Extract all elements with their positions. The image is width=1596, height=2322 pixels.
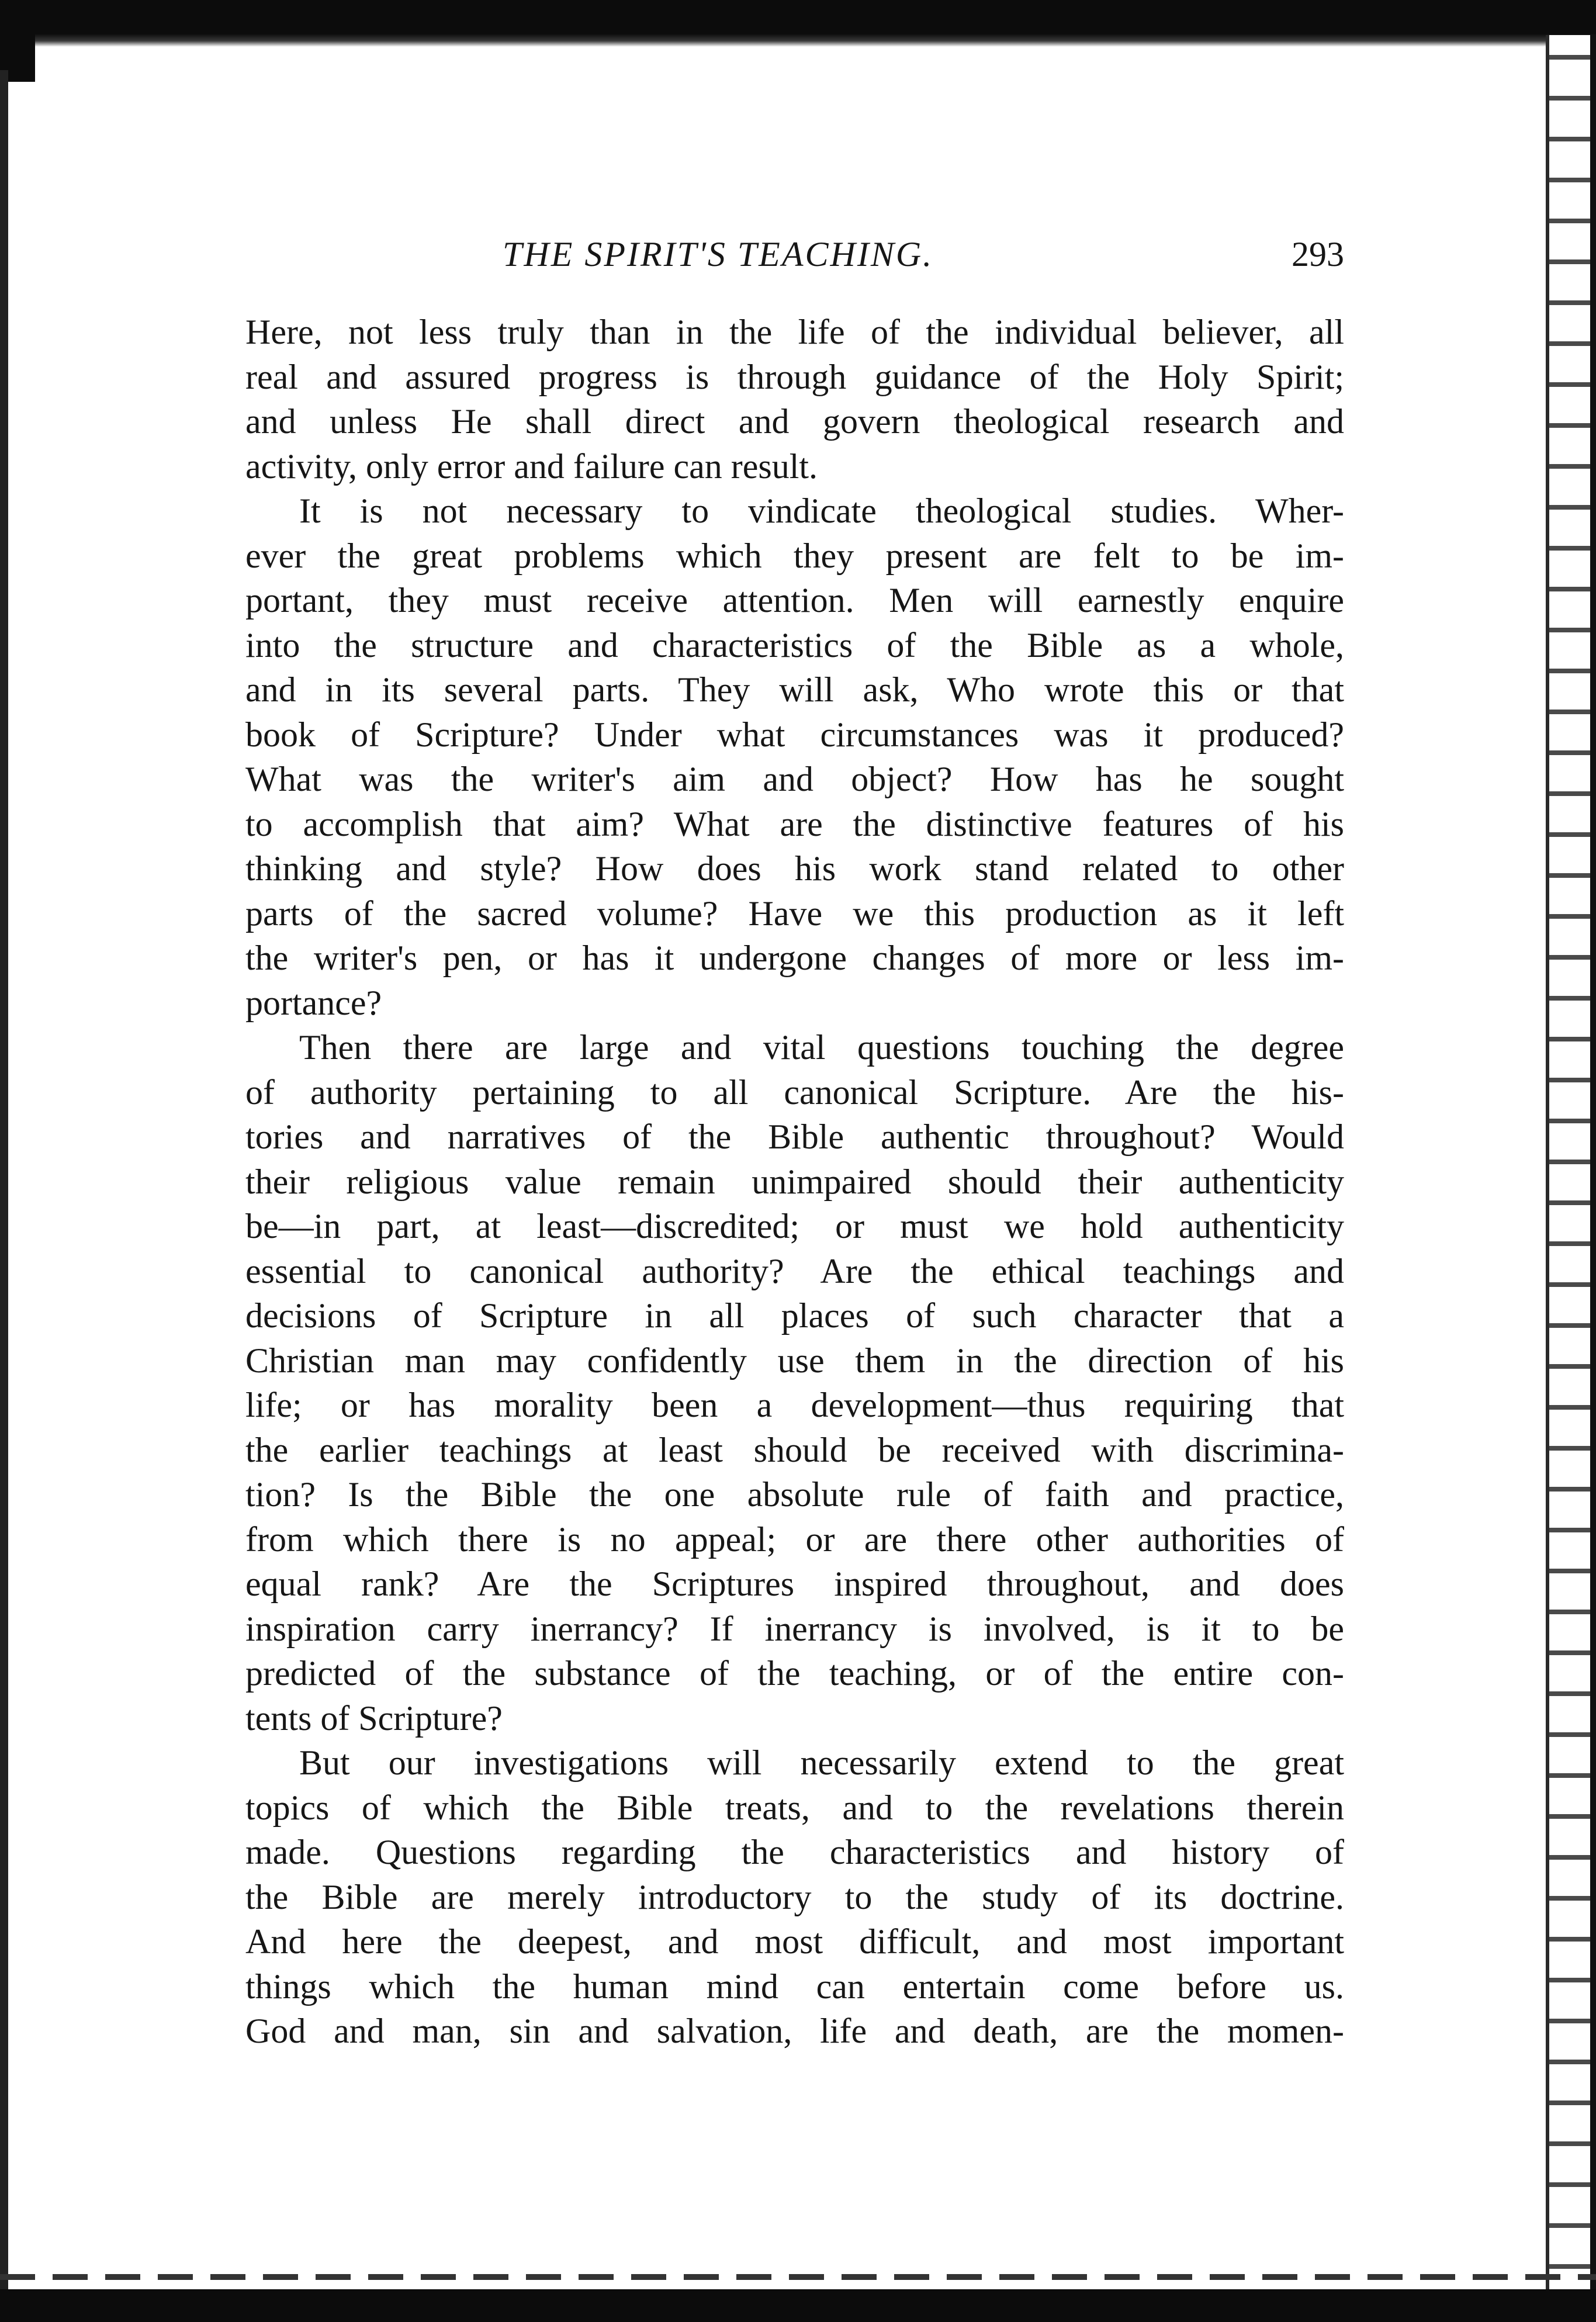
text-line: topics of which the Bible treats, and to the revelations therein bbox=[245, 1788, 1344, 1827]
text-line: activity, only error and failure can result. bbox=[245, 447, 818, 486]
text-line: the earlier teachings at least should be received with discrimina- bbox=[245, 1430, 1344, 1469]
paragraph bbox=[245, 1740, 1344, 2054]
scan-border-top bbox=[0, 0, 1596, 47]
scan-border-right bbox=[1590, 35, 1596, 2322]
text-line: the writer's pen, or has it undergone changes of more or less im- bbox=[245, 939, 1344, 977]
text-line: Here, not less truly than in the life of the individual believer, all bbox=[245, 313, 1344, 351]
page-number: 293 bbox=[1292, 235, 1344, 274]
paragraph bbox=[245, 489, 1344, 1025]
text-line: Then there are large and vital questions touching the degree bbox=[299, 1028, 1344, 1067]
text-line: God and man, sin and salvation, life and death, are the momen- bbox=[245, 2012, 1344, 2050]
text-line: their religious value remain unimpaired should their authenticity bbox=[245, 1162, 1344, 1201]
scan-border-left bbox=[0, 0, 35, 82]
body-text bbox=[245, 310, 1344, 2054]
text-line: Christian man may confidently use them in the direction of his bbox=[245, 1341, 1344, 1380]
text-line: equal rank? Are the Scriptures inspired throughout, and does bbox=[245, 1565, 1344, 1603]
running-head bbox=[245, 222, 1344, 286]
text-line: life; or has morality been a development—thus requiring that bbox=[245, 1386, 1344, 1424]
book-page bbox=[245, 222, 1344, 2054]
scan-page-edges-right bbox=[1546, 35, 1596, 2322]
text-line: tion? Is the Bible the one absolute rule of faith and practice, bbox=[245, 1475, 1344, 1514]
text-line: be—in part, at least—discredited; or must we hold authenticity bbox=[245, 1207, 1344, 1245]
text-line: But our investigations will necessarily extend to the great bbox=[299, 1743, 1344, 1782]
text-line: made. Questions regarding the characteristics and history of bbox=[245, 1833, 1344, 1871]
text-line: of authority pertaining to all canonical Scripture. Are the his- bbox=[245, 1072, 1344, 1112]
paragraph bbox=[245, 310, 1344, 489]
text-line: portant, they must receive attention. Men will earnestly enquire bbox=[245, 581, 1344, 620]
text-line: to accomplish that aim? What are the distinctive features of his bbox=[245, 804, 1344, 843]
scan-border-bottom bbox=[0, 2289, 1596, 2322]
text-line: It is not necessary to vindicate theological studies. Wher- bbox=[299, 492, 1344, 530]
text-line: decisions of Scripture in all places of such character that a bbox=[245, 1296, 1344, 1335]
text-line: predicted of the substance of the teaching, or of the entire con- bbox=[245, 1654, 1344, 1693]
text-line: parts of the sacred volume? Have we this production as it left bbox=[245, 894, 1344, 933]
text-line: ever the great problems which they present are felt to be im- bbox=[245, 536, 1344, 575]
text-line: What was the writer's aim and object? How has he sought bbox=[245, 760, 1344, 798]
running-title: THE SPIRIT'S TEACHING. bbox=[503, 235, 934, 274]
text-line: tories and narratives of the Bible authentic throughout? Would bbox=[245, 1117, 1344, 1156]
paragraph bbox=[245, 1025, 1344, 1740]
text-line: from which there is no appeal; or are there other authorities of bbox=[245, 1520, 1344, 1559]
text-line: and unless He shall direct and govern theological research and bbox=[245, 402, 1344, 441]
text-line: portance? bbox=[245, 983, 382, 1022]
text-line: real and assured progress is through guidance of the Holy Spirit; bbox=[245, 357, 1344, 396]
text-line: things which the human mind can entertain come before us. bbox=[245, 1967, 1344, 2006]
text-line: And here the deepest, and most difficult, and most important bbox=[245, 1922, 1344, 1961]
text-line: the Bible are merely introductory to the study of its doctrine. bbox=[245, 1877, 1344, 1916]
text-line: essential to canonical authority? Are the ethical teachings and bbox=[245, 1251, 1344, 1290]
text-line: and in its several parts. They will ask, Who wrote this or that bbox=[245, 670, 1344, 709]
text-line: tents of Scripture? bbox=[245, 1698, 503, 1738]
text-line: into the structure and characteristics of the Bible as a whole, bbox=[245, 625, 1344, 665]
text-line: thinking and style? How does his work stand related to other bbox=[245, 849, 1344, 888]
text-line: book of Scripture? Under what circumstances was it produced? bbox=[245, 715, 1344, 754]
text-line: inspiration carry inerrancy? If inerrancy is involved, is it to be bbox=[245, 1609, 1344, 1648]
